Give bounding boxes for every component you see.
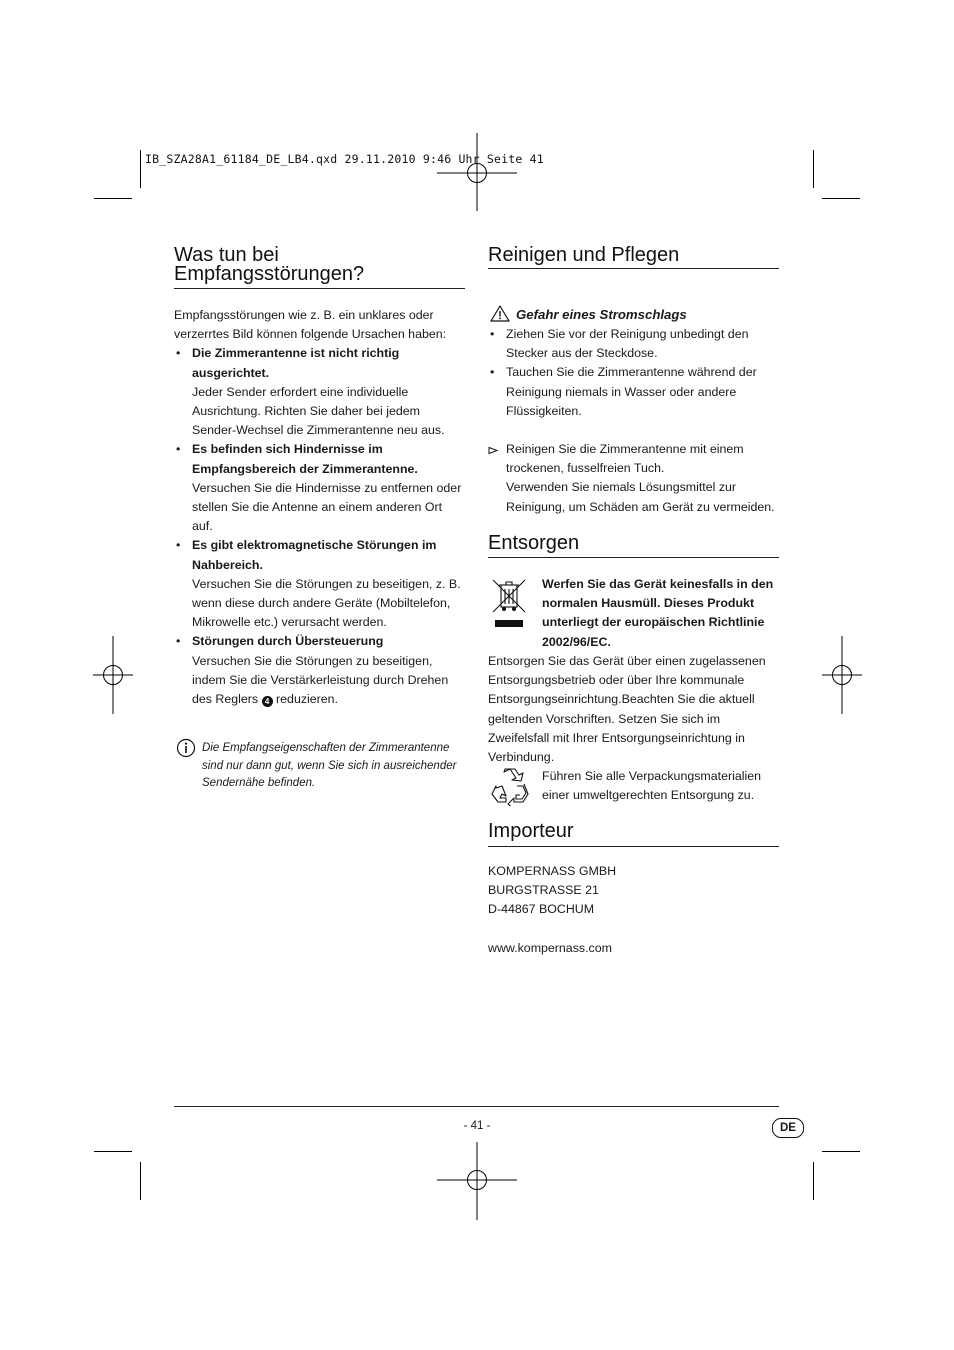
cause-list: [174, 344, 466, 709]
website-link[interactable]: www.kompernass.com: [488, 940, 612, 955]
section-rule: [174, 288, 465, 289]
warning-heading: Gefahr eines Stromschlags: [516, 307, 687, 322]
list-item: [174, 632, 466, 709]
disposal-warning: Werfen Sie das Gerät keinesfalls in den normalen Hausmüll. Dieses Produkt unterliegt der europäischen Richtlinie 2002/96/EC.: [542, 577, 774, 649]
warning-list: [488, 325, 780, 421]
disposal-title: Entsorgen: [488, 532, 580, 554]
item-heading: • Störungen durch Übersteuerung: [192, 634, 384, 649]
address-line: D-44867 BOCHUM: [488, 902, 595, 917]
list-item: • Ziehen Sie vor der Reinigung unbedingt den Stecker aus der Steckdose.: [488, 325, 780, 363]
arrow-right-icon: [488, 445, 499, 456]
address-line: BURGSTRASSE 21: [488, 883, 599, 898]
list-item: [174, 536, 466, 632]
intro-text: Empfangsstörungen wie z. B. ein unklares oder verzerrtes Bild können folgende Ursachen haben:: [174, 308, 447, 342]
cleaning-instruction: Reinigen Sie die Zimmerantenne mit einem trockenen, fusselfreien Tuch.: [506, 442, 744, 476]
title-line: Empfangsstörungen?: [174, 263, 365, 285]
language-badge: DE: [772, 1118, 804, 1138]
cleaning-note: Verwenden Sie niemals Lösungsmittel zur Reinigung, um Schäden am Gerät zu vermeiden.: [506, 480, 775, 514]
address-line: KOMPERNASS GMBH: [488, 864, 617, 878]
knob-number-badge: 4: [262, 696, 273, 707]
info-icon: [176, 738, 196, 758]
section-rule: [488, 557, 779, 558]
disposal-body: Entsorgen Sie das Gerät über einen zugelassenen Entsorgungsbetrieb oder über Ihre kommunale Entsorgungseinrichtung.Beachten Sie die aktuell geltenden Vorschriften. Setzen Sie sich im Zweifelsfall mit Ihrer Entsorgungseinrichtung in Verbindung.: [488, 654, 766, 765]
importer-title: Importeur: [488, 820, 574, 842]
file-slug: IB_SZA28A1_61184_DE_LB4.qxd 29.11.2010 9:46 Uhr Seite 41: [145, 152, 544, 166]
item-heading: • Es befinden sich Hindernisse im Empfangsbereich der Zimmerantenne.: [192, 442, 418, 476]
info-note: Die Empfangseigenschaften der Zimmerantenne sind nur dann gut, wenn Sie sich in ausreichender Sendernähe befinden.: [202, 742, 457, 790]
registration-mark-icon: [822, 636, 862, 714]
section-rule: [488, 846, 779, 847]
registration-mark-icon: [93, 636, 133, 714]
footer-rule: [174, 1106, 779, 1107]
list-item: [174, 440, 466, 536]
troubleshooting-section: [174, 306, 466, 709]
body-text: Versuchen Sie die Störungen zu beseitigen, indem Sie die Verstärkerleistung durch Drehen des Reglers: [192, 653, 449, 707]
cleaning-instruction-block: [506, 440, 778, 517]
body-text: reduzieren.: [276, 692, 339, 707]
list-item: • Tauchen Sie die Zimmerantenne während der Reinigung niemals in Wasser oder andere Flüssigkeiten.: [488, 363, 780, 421]
registration-mark-icon: [437, 133, 517, 211]
crossed-out-bin-icon: [490, 576, 528, 630]
section-rule: [488, 268, 779, 269]
item-body: [192, 652, 466, 710]
page-number: - 41 -: [463, 1120, 491, 1132]
item-body: Jeder Sender erfordert eine individuelle Ausrichtung. Richten Sie daher bei jedem Sender-Wechsel die Zimmerantenne neu aus.: [192, 384, 445, 438]
item-heading: • Es gibt elektromagnetische Störungen im Nahbereich.: [192, 538, 437, 572]
recycling-text: Führen Sie alle Verpackungsmaterialien einer umweltgerechten Entsorgung zu.: [542, 769, 762, 803]
warning-list-container: [488, 325, 780, 421]
list-item: [174, 344, 466, 440]
item-body: Versuchen Sie die Hindernisse zu entfernen oder stellen Sie die Antenne an einem anderen Ort auf.: [192, 480, 462, 534]
recycling-icon: [490, 766, 530, 806]
registration-mark-icon: [437, 1142, 517, 1220]
item-body: Versuchen Sie die Störungen zu beseitigen, z. B. wenn diese durch andere Geräte (Mobiltelefon, Mikrowelle etc.) verursacht werden.: [192, 576, 461, 630]
cleaning-title: Reinigen und Pflegen: [488, 244, 680, 266]
item-heading: • Die Zimmerantenne ist nicht richtig ausgerichtet.: [192, 346, 400, 380]
troubleshooting-title: [174, 246, 364, 284]
importer-address: [488, 862, 778, 958]
title-line: Was tun bei: [174, 244, 279, 266]
warning-triangle-icon: [490, 305, 510, 322]
